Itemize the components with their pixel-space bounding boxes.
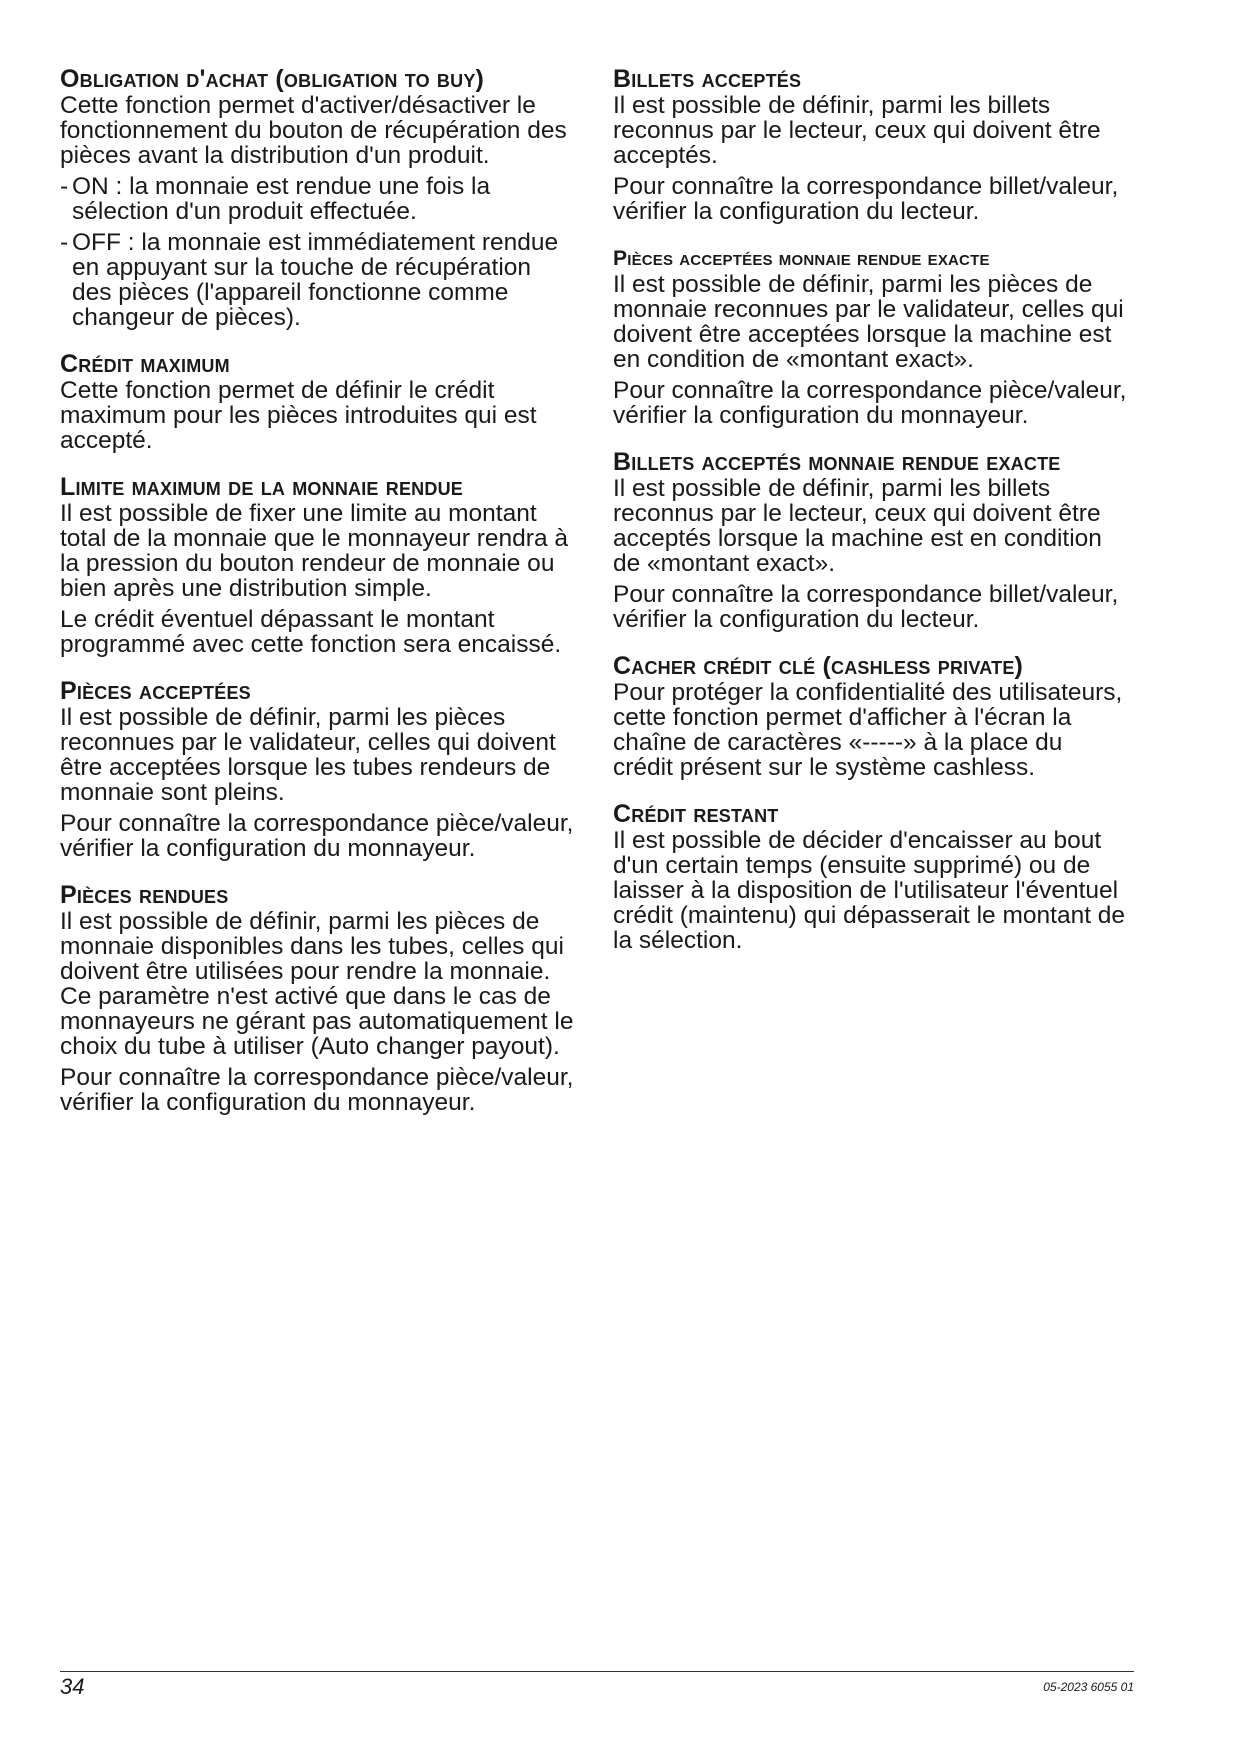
- section-pieces-acceptees: [60, 678, 576, 861]
- section-title: Billets acceptés: [613, 65, 802, 93]
- section-title: Cacher crédit clé (cashless private): [613, 652, 1024, 680]
- bullet-text: ON : la monnaie est rendue une fois la sélection d'un produit effectuée.: [72, 173, 491, 225]
- paragraph: Il est possible de définir, parmi les pièces de monnaie disponibles dans les tubes, celles qui doivent être utilisées pour rendre la monnaie. Ce paramètre n'est activé que dans le cas de monnayeurs ne gérant pas automatiquement le choix du tube à utiliser (Auto changer payout).: [60, 908, 574, 1060]
- bullet-item-off: [60, 230, 576, 330]
- section-billets-monnaie-exacte: [613, 449, 1129, 632]
- paragraph: Cette fonction permet de définir le crédit maximum pour les pièces introduites qui est accepté.: [60, 377, 537, 454]
- section-title: Pièces rendues: [60, 881, 229, 909]
- left-column: [60, 66, 576, 1136]
- section-title: Obligation d'achat (obligation to buy): [60, 65, 485, 93]
- section-pieces-rendues: [60, 882, 576, 1115]
- paragraph: Le crédit éventuel dépassant le montant programmé avec cette fonction sera encaissé.: [60, 606, 562, 658]
- section-title: Pièces acceptées monnaie rendue exacte: [613, 247, 990, 270]
- paragraph: Il est possible de fixer une limite au montant total de la monnaie que le monnayeur rendra à la pression du bouton rendeur de monnaie ou bien après une distribution simple.: [60, 500, 569, 602]
- section-billets-acceptes: [613, 66, 1129, 224]
- paragraph: Cette fonction permet d'activer/désactiver le fonctionnement du bouton de récupération des pièces avant la distribution d'un produit.: [60, 92, 567, 169]
- paragraph: Il est possible de définir, parmi les pièces reconnues par le validateur, celles qui doivent être acceptées lorsque les tubes rendeurs de monnaie sont pleins.: [60, 704, 556, 806]
- section-title: Crédit restant: [613, 800, 779, 828]
- section-title: Pièces acceptées: [60, 677, 251, 705]
- bullet-text: OFF : la monnaie est immédiatement rendue en appuyant sur la touche de récupération des pièces (l'appareil fonctionne comme changeur de pièces).: [72, 229, 559, 331]
- paragraph: Pour connaître la correspondance billet/valeur, vérifier la configuration du lecteur.: [613, 173, 1119, 225]
- paragraph: Pour connaître la correspondance pièce/valeur, vérifier la configuration du monnayeur.: [60, 1064, 574, 1116]
- section-cacher-credit: [613, 653, 1129, 780]
- paragraph: Il est possible de définir, parmi les pièces de monnaie reconnues par le validateur, celles qui doivent être acceptées lorsque la machine est en condition de «montant exact».: [613, 271, 1124, 373]
- section-credit-restant: [613, 801, 1129, 953]
- paragraph: Pour connaître la correspondance pièce/valeur, vérifier la configuration du monnayeur.: [60, 810, 574, 862]
- right-column: [613, 66, 1129, 974]
- document-reference: 05-2023 6055 01: [1043, 1680, 1134, 1694]
- section-pieces-monnaie-exacte: [613, 245, 1129, 428]
- paragraph: Il est possible de définir, parmi les billets reconnus par le lecteur, ceux qui doivent être acceptés.: [613, 92, 1101, 169]
- paragraph: Pour protéger la confidentialité des utilisateurs, cette fonction permet d'afficher à l'écran la chaîne de caractères «-----» à la place du crédit présent sur le système cashless.: [613, 679, 1123, 781]
- bullet-item-on: [60, 174, 576, 224]
- section-limite-maximum: [60, 474, 576, 657]
- bullet-dash: -: [60, 229, 69, 256]
- section-credit-maximum: [60, 351, 576, 453]
- section-title: Crédit maximum: [60, 350, 230, 378]
- bullet-dash: -: [60, 173, 69, 200]
- section-title: Billets acceptés monnaie rendue exacte: [613, 448, 1061, 476]
- section-title: Limite maximum de la monnaie rendue: [60, 473, 463, 501]
- paragraph: Pour connaître la correspondance pièce/valeur, vérifier la configuration du monnayeur.: [613, 377, 1127, 429]
- paragraph: Pour connaître la correspondance billet/valeur, vérifier la configuration du lecteur.: [613, 581, 1119, 633]
- page-number: 34: [60, 1674, 85, 1699]
- footer-divider: [60, 1671, 1134, 1672]
- section-obligation-achat: [60, 66, 576, 330]
- paragraph: Il est possible de décider d'encaisser au bout d'un certain temps (ensuite supprimé) ou de laisser à la disposition de l'utilisateur l'éventuel crédit (maintenu) qui dépasserait le montant de la sélection.: [613, 827, 1126, 954]
- paragraph: Il est possible de définir, parmi les billets reconnus par le lecteur, ceux qui doivent être acceptés lorsque la machine est en condition de «montant exact».: [613, 475, 1102, 577]
